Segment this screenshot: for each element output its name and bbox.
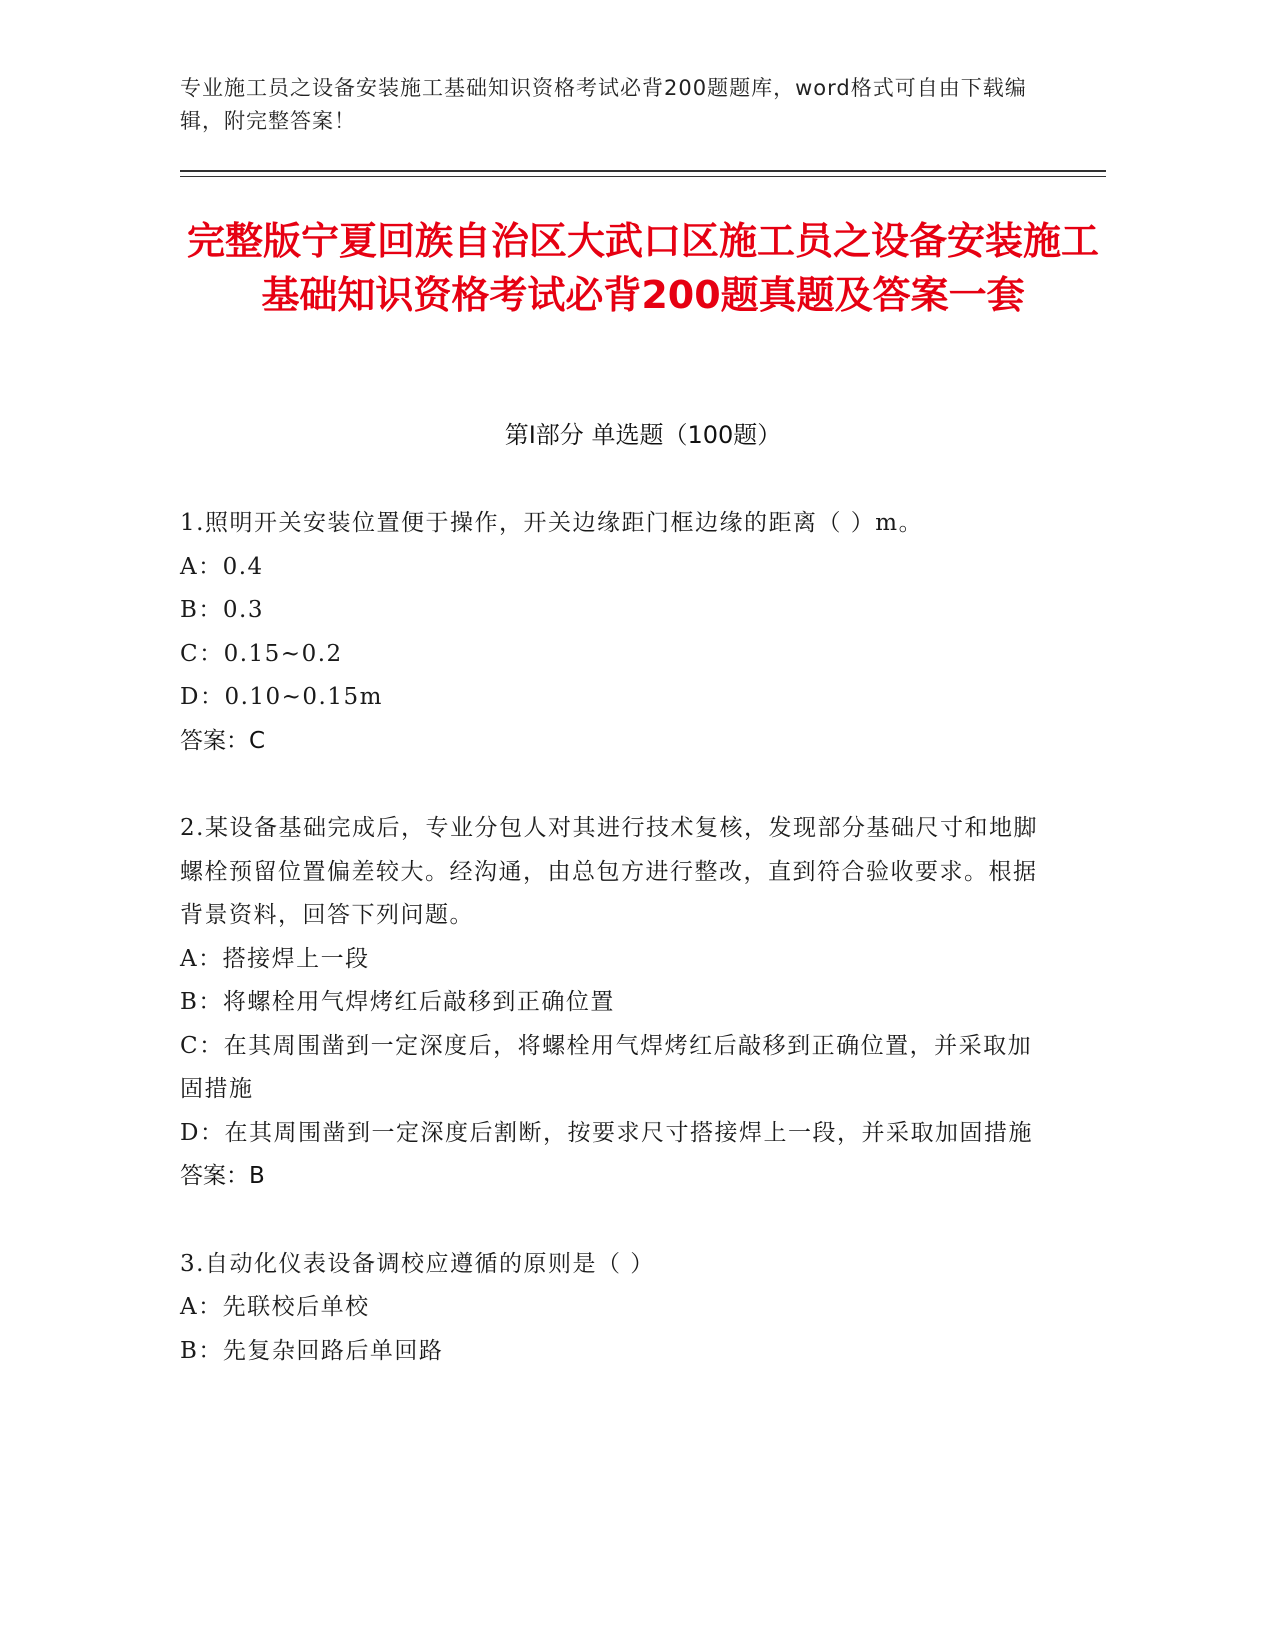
document-title: 完整版宁夏回族自治区大武口区施工员之设备安装施工基础知识资格考试必背200题真题及答案一套 [186, 219, 1099, 317]
option-d: D：0.10~0.15m [180, 684, 383, 710]
section-heading: 第Ⅰ部分 单选题（100题） [504, 421, 782, 449]
question-list [180, 502, 1040, 1417]
option-a: A：0.4 [180, 553, 264, 580]
answer: 答案：C [180, 727, 266, 754]
option-c: C：0.15~0.2 [180, 640, 343, 667]
option-b: B：先复杂回路后单回路 [180, 1337, 444, 1364]
option-a: A：搭接焊上一段 [180, 945, 370, 972]
option-c: C：在其周围凿到一定深度后，将螺栓用气焊烤红后敲移到正确位置，并采取加固措施 [180, 1032, 1033, 1102]
question-3 [180, 1243, 1040, 1374]
option-b: B：0.3 [180, 597, 264, 623]
question-1 [180, 502, 1040, 763]
question-2 [180, 807, 1040, 1199]
question-stem: 3.自动化仪表设备调校应遵循的原则是（ ） [180, 1250, 655, 1277]
option-b: B：将螺栓用气焊烤红后敲移到正确位置 [180, 989, 615, 1015]
header-divider-thick [180, 170, 1106, 172]
answer: 答案：B [180, 1163, 265, 1189]
header-divider-thin [180, 176, 1106, 177]
option-a: A：先联校后单校 [180, 1294, 370, 1320]
question-stem: 1.照明开关安装位置便于操作，开关边缘距门框边缘的距离（ ）m。 [180, 510, 924, 536]
question-stem: 2.某设备基础完成后，专业分包人对其进行技术复核，发现部分基础尺寸和地脚螺栓预留位置偏差较大。经沟通，由总包方进行整改，直到符合验收要求。根据背景资料，回答下列问题。 [180, 815, 1038, 928]
option-d: D：在其周围凿到一定深度后割断，按要求尺寸搭接焊上一段，并采取加固措施 [180, 1119, 1033, 1146]
header-note: 专业施工员之设备安装施工基础知识资格考试必背200题题库，word格式可自由下载编辑，附完整答案！ [180, 76, 1027, 133]
